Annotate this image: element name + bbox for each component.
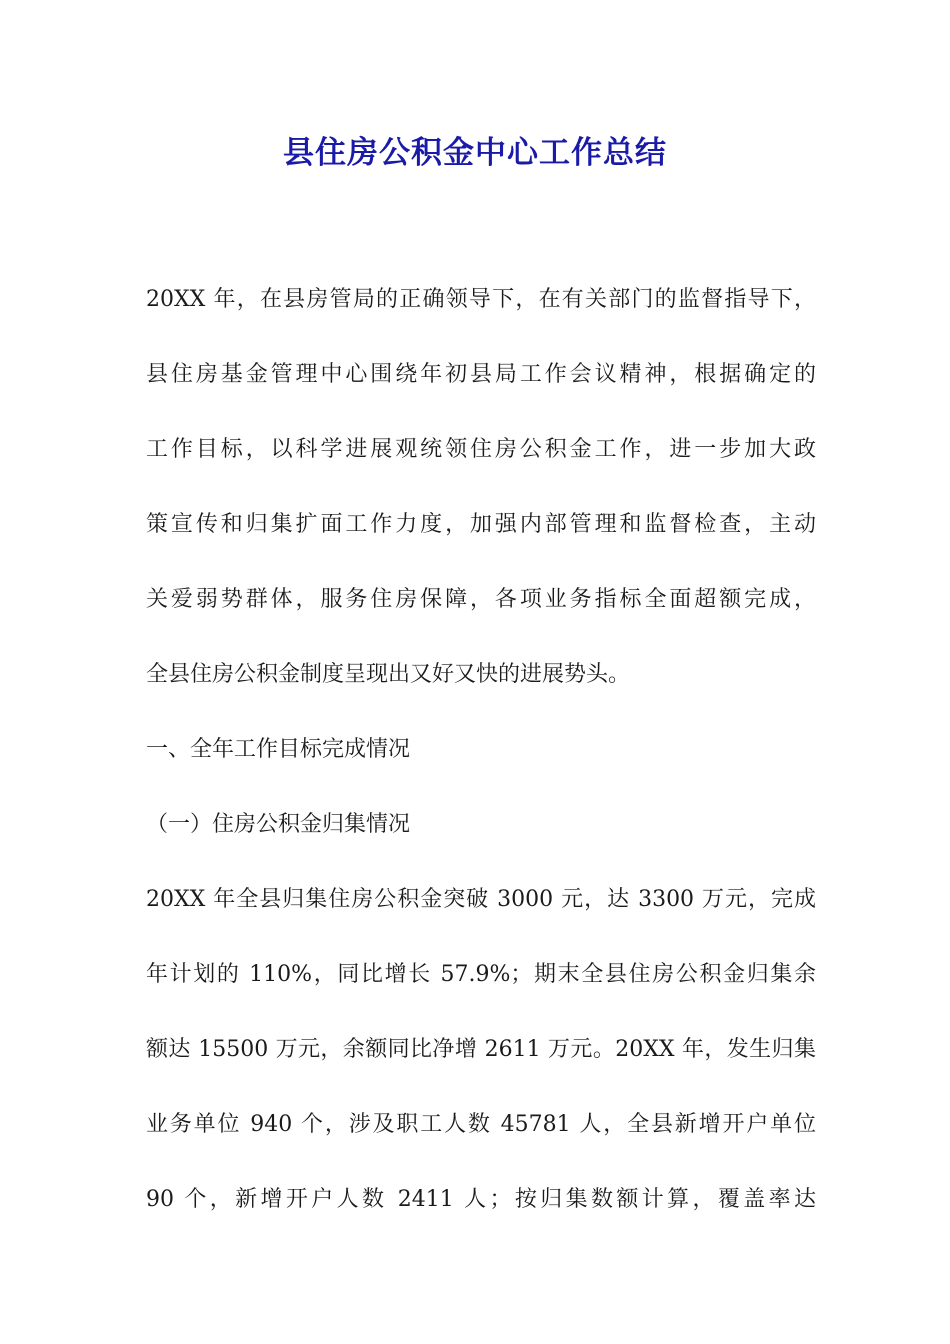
paragraph-line-7: 20XX 年全县归集住房公积金突破 3000 元，达 3300 万元，完成 — [146, 887, 816, 912]
document-title: 县住房公积金中心工作总结 — [283, 135, 667, 171]
paragraph-line-8: 年计划的 110%，同比增长 57.9%；期末全县住房公积金归集余 — [146, 962, 816, 987]
section-heading-1: 一、全年工作目标完成情况 — [146, 737, 411, 762]
paragraph-line-1: 20XX 年，在县房管局的正确领导下，在有关部门的监督指导下， — [146, 287, 816, 312]
document-body — [146, 262, 816, 1237]
paragraph-line-11: 90 个，新增开户人数 2411 人；按归集数额计算，覆盖率达 — [146, 1187, 816, 1212]
paragraph-line-4: 策宣传和归集扩面工作力度，加强内部管理和监督检查，主动 — [146, 512, 816, 537]
paragraph-line-10: 业务单位 940 个，涉及职工人数 45781 人，全县新增开户单位 — [146, 1112, 816, 1137]
paragraph-line-3: 工作目标，以科学进展观统领住房公积金工作，进一步加大政 — [146, 437, 816, 462]
paragraph-line-9: 额达 15500 万元，余额同比净增 2611 万元。20XX 年，发生归集 — [146, 1037, 816, 1062]
subsection-heading-1: （一）住房公积金归集情况 — [146, 812, 411, 837]
paragraph-line-5: 关爱弱势群体，服务住房保障，各项业务指标全面超额完成， — [146, 587, 816, 612]
paragraph-line-2: 县住房基金管理中心围绕年初县局工作会议精神，根据确定的 — [146, 362, 816, 387]
paragraph-line-6: 全县住房公积金制度呈现出又好又快的进展势头。 — [146, 662, 631, 687]
